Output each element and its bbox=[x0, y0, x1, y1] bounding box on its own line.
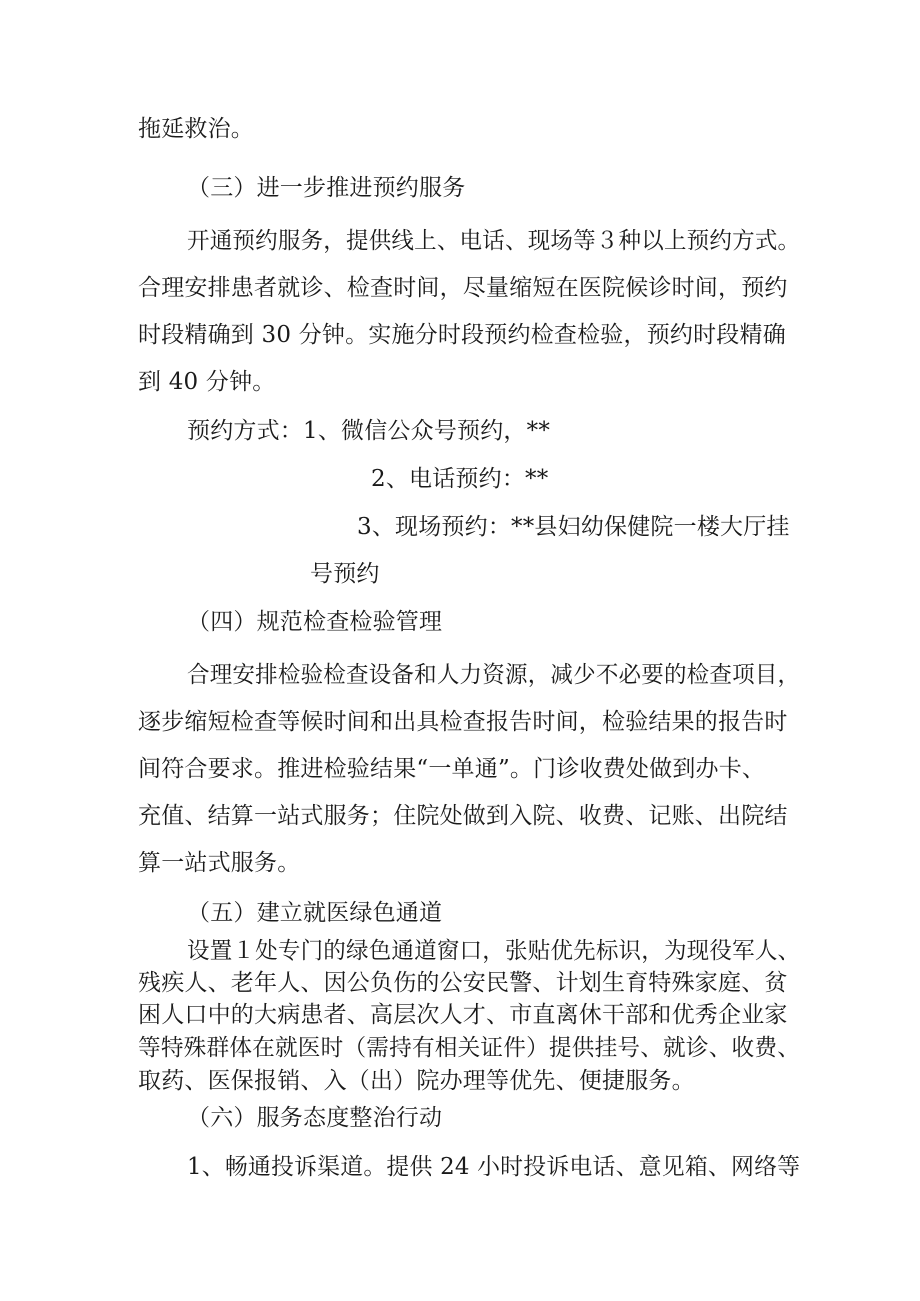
section-3-line-4: 到 40 分钟。 bbox=[138, 369, 276, 395]
booking-method-1: 预约方式：1、微信公众号预约，** bbox=[187, 418, 551, 444]
section-3-heading: （三）进一步推进预约服务 bbox=[187, 175, 466, 201]
section-4-line-3: 间符合要求。推进检验结果“一单通”。门诊收费处做到办卡、 bbox=[138, 756, 766, 782]
section-6-heading: （六）服务态度整治行动 bbox=[187, 1105, 443, 1131]
section-4-line-4: 充值、结算一站式服务；住院处做到入院、收费、记账、出院结 bbox=[138, 803, 788, 829]
section-5-line-5: 取药、医保报销、入（出）院办理等优先、便捷服务。 bbox=[138, 1068, 695, 1094]
section-5-line-3: 困人口中的大病患者、高层次人才、市直离休干部和优秀企业家 bbox=[138, 1002, 788, 1028]
section-5-line-2: 残疾人、老年人、因公负伤的公安民警、计划生育特殊家庭、贫 bbox=[138, 970, 788, 996]
section-5-line-1: 设置１处专门的绿色通道窗口，张贴优先标识，为现役军人、 bbox=[187, 938, 801, 964]
section-3-line-2: 合理安排患者就诊、检查时间，尽量缩短在医院候诊时间，预约 bbox=[138, 275, 788, 301]
section-5-heading: （五）建立就医绿色通道 bbox=[187, 900, 443, 926]
section-4-heading: （四）规范检查检验管理 bbox=[187, 609, 443, 635]
section-4-line-5: 算一站式服务。 bbox=[138, 850, 301, 876]
booking-method-3: 3、现场预约：**县妇幼保健院一楼大厅挂 bbox=[357, 514, 790, 540]
booking-method-3-cont: 号预约 bbox=[310, 561, 380, 587]
booking-method-2: 2、电话预约：** bbox=[371, 466, 549, 492]
section-3-line-3: 时段精确到 30 分钟。实施分时段预约检查检验，预约时段精确 bbox=[138, 322, 786, 348]
section-4-line-1: 合理安排检验检查设备和人力资源，减少不必要的检查项目， bbox=[187, 662, 801, 688]
continuation-text: 拖延救治。 bbox=[138, 116, 254, 142]
section-4-line-2: 逐步缩短检查等候时间和出具检查报告时间，检验结果的报告时 bbox=[138, 709, 788, 735]
section-3-line-1: 开通预约服务，提供线上、电话、现场等３种以上预约方式。 bbox=[187, 228, 801, 254]
section-5-line-4: 等特殊群体在就医时（需持有相关证件）提供挂号、就诊、收费、 bbox=[138, 1035, 801, 1061]
section-6-line-1: 1、畅通投诉渠道。提供 24 小时投诉电话、意见箱、网络等 bbox=[187, 1154, 801, 1180]
